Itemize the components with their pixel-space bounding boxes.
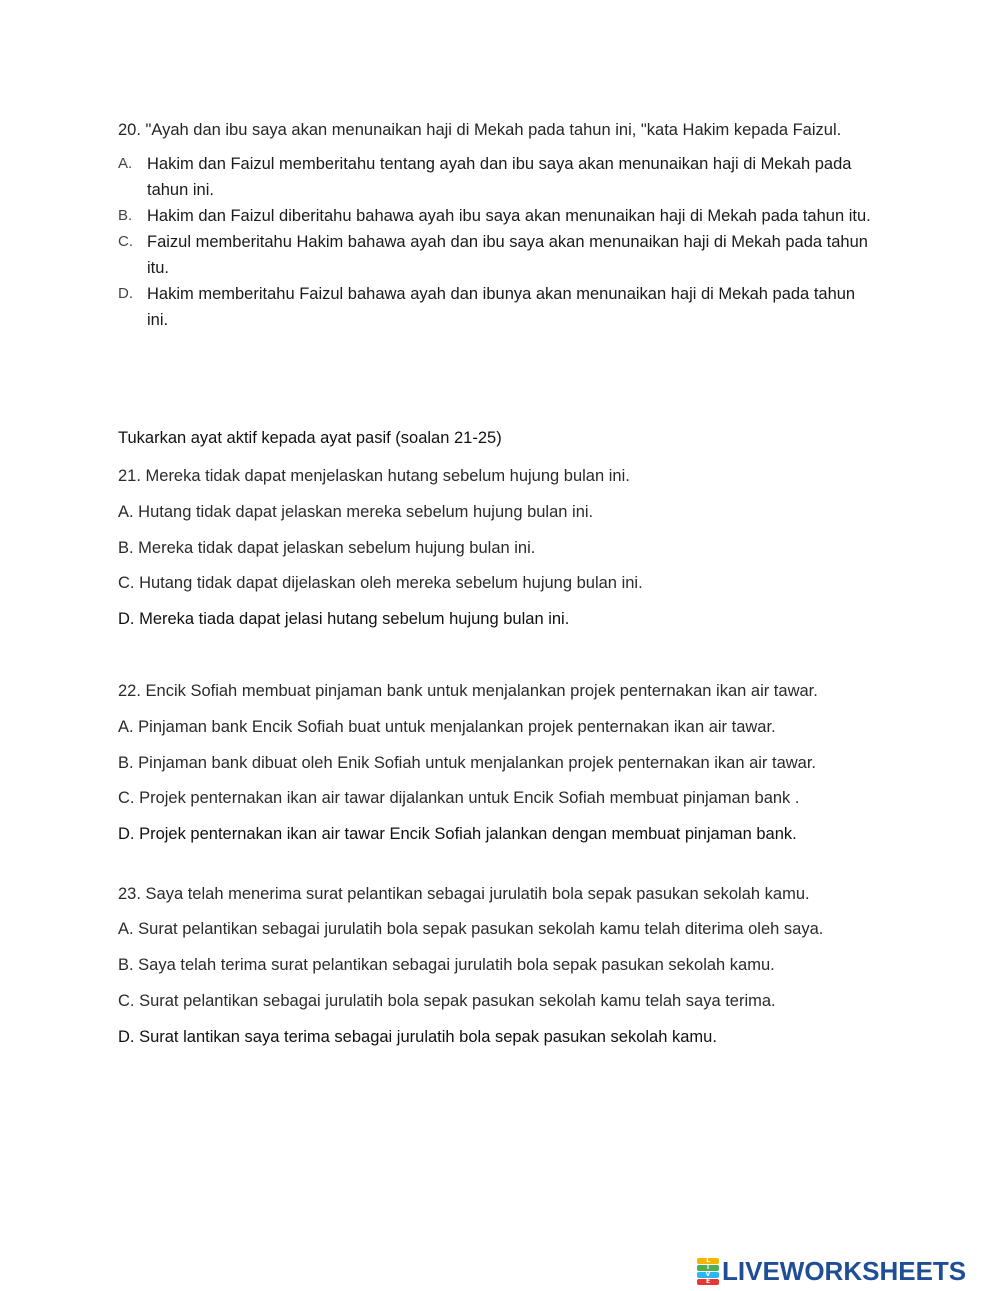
question-23-option-a[interactable]: A. Surat pelantikan sebagai jurulatih bola sepak pasukan sekolah kamu telah diterima oleh saya. [118, 920, 824, 938]
question-22-option-b[interactable]: B. Pinjaman bank dibuat oleh Enik Sofiah untuk menjalankan projek penternakan ikan air tawar. [118, 754, 817, 772]
option-text: Hakim memberitahu Faizul bahawa ayah dan ibunya akan menunaikan haji di Mekah pada tahun ini. [147, 285, 856, 329]
logo-block-i: I [697, 1265, 719, 1271]
option-text: Hakim dan Faizul diberitahu bahawa ayah ibu saya akan menunaikan haji di Mekah pada tahun itu. [147, 207, 871, 225]
question-20 [118, 117, 878, 333]
question-22-text: 22. Encik Sofiah membuat pinjaman bank untuk menjalankan projek penternakan ikan air tawar. [118, 682, 818, 700]
question-21-option-c[interactable]: C. Hutang tidak dapat dijelaskan oleh mereka sebelum hujung bulan ini. [118, 574, 643, 592]
question-23-option-d[interactable]: D. Surat lantikan saya terima sebagai jurulatih bola sepak pasukan sekolah kamu. [118, 1028, 717, 1046]
question-22-option-d[interactable]: D. Projek penternakan ikan air tawar Encik Sofiah jalankan dengan membuat pinjaman bank. [118, 825, 797, 843]
question-20-options [118, 151, 878, 333]
option-letter: D. [118, 285, 133, 302]
question-21-option-a[interactable]: A. Hutang tidak dapat jelaskan mereka sebelum hujung bulan ini. [118, 503, 594, 521]
question-23-text: 23. Saya telah menerima surat pelantikan sebagai jurulatih bola sepak pasukan sekolah kamu. [118, 885, 810, 903]
question-20-text: 20. "Ayah dan ibu saya akan menunaikan haji di Mekah pada tahun ini, "kata Hakim kepada Faizul. [118, 121, 842, 139]
option-letter: A. [118, 155, 133, 172]
option-text: Hakim dan Faizul memberitahu tentang ayah dan ibu saya akan menunaikan haji di Mekah pada tahun ini. [147, 155, 852, 199]
question-20-option-d[interactable] [118, 281, 878, 333]
option-letter: C. [118, 233, 133, 250]
question-21-text: 21. Mereka tidak dapat menjelaskan hutang sebelum hujung bulan ini. [118, 467, 630, 485]
liveworksheets-logo [697, 1257, 966, 1285]
question-22-option-a[interactable]: A. Pinjaman bank Encik Sofiah buat untuk menjalankan projek penternakan ikan air tawar. [118, 718, 776, 736]
question-22-option-c[interactable]: C. Projek penternakan ikan air tawar dijalankan untuk Encik Sofiah membuat pinjaman bank . [118, 789, 800, 807]
logo-block-l: L [697, 1258, 719, 1264]
question-20-option-a[interactable] [118, 151, 878, 203]
logo-block-e: E [697, 1279, 719, 1285]
question-20-option-c[interactable] [118, 229, 878, 281]
liveworksheets-icon [697, 1258, 719, 1284]
question-21-option-b[interactable]: B. Mereka tidak dapat jelaskan sebelum hujung bulan ini. [118, 539, 536, 557]
section-instruction: Tukarkan ayat aktif kepada ayat pasif (soalan 21-25) [118, 429, 502, 447]
logo-block-v: V [697, 1272, 719, 1278]
option-text: Faizul memberitahu Hakim bahawa ayah dan ibu saya akan menunaikan haji di Mekah pada tahun itu. [147, 233, 868, 277]
question-20-option-b[interactable] [118, 203, 878, 229]
option-letter: B. [118, 207, 133, 224]
question-21-option-d[interactable]: D. Mereka tiada dapat jelasi hutang sebelum hujung bulan ini. [118, 610, 570, 628]
question-23-option-c[interactable]: C. Surat pelantikan sebagai jurulatih bola sepak pasukan sekolah kamu telah saya terima. [118, 992, 776, 1010]
question-23-option-b[interactable]: B. Saya telah terima surat pelantikan sebagai jurulatih bola sepak pasukan sekolah kamu. [118, 956, 775, 974]
liveworksheets-wordmark: LIVEWORKSHEETS [722, 1256, 967, 1286]
